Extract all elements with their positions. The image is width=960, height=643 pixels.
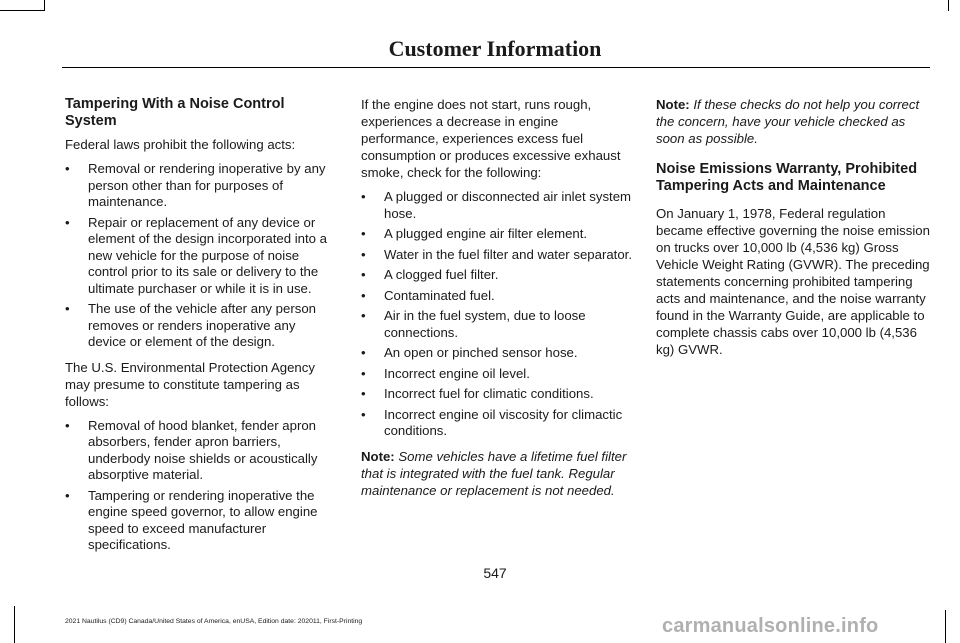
bullet-icon: • <box>361 246 366 262</box>
list-item: • Incorrect engine oil viscosity for climactic conditions. <box>361 406 623 438</box>
bullet-icon: • <box>361 308 366 323</box>
bullet-icon: • <box>65 487 70 503</box>
note-text: If these checks do not help you correct the concern, have your vehicle checked as soon as possible. <box>656 97 920 146</box>
bullet-icon: • <box>65 161 70 176</box>
crop-mark-top-left <box>0 10 45 11</box>
note-label: Note: <box>361 448 395 464</box>
epa-paragraph: The U.S. Environmental Protection Agency may presume to constitute tampering as follows: <box>65 359 315 409</box>
list-item: • Contaminated fuel. <box>361 287 495 303</box>
bullet-icon: • <box>361 267 366 282</box>
bullet-icon: • <box>361 406 366 422</box>
note-text: Some vehicles have a lifetime fuel filter that is integrated with the fuel tank. Regular maintenance or replacement is not needed. <box>361 448 627 498</box>
prohibited-acts-list <box>65 161 337 351</box>
list-item: • Air in the fuel system, due to loose connections. <box>361 308 586 340</box>
page-title: Customer Information <box>388 36 602 61</box>
list-item: • Tampering or rendering inoperative the engine speed governor, to allow engine speed to exceed manufacturer specifications. <box>65 487 318 552</box>
engine-check-list <box>361 189 633 440</box>
list-item: • Incorrect fuel for climatic conditions. <box>361 386 594 401</box>
column-2 <box>361 96 633 507</box>
bullet-icon: • <box>65 214 70 230</box>
list-item: • A plugged engine air filter element. <box>361 226 588 241</box>
header-divider <box>62 67 930 68</box>
bullet-icon: • <box>361 189 366 204</box>
footer-edition-info: 2021 Nautilus (CD9) Canada/United States of America, enUSA, Edition date: 202011, First-Printing <box>65 618 363 625</box>
warranty-paragraph: On January 1, 1978, Federal regulation became effective governing the noise emission on trucks over 10,000 lb (4,536 kg) Gross Vehicle Weight Rating (GVWR). The preceding statements concerning prohibited tampering acts and maintenance, and the noise warranty found in the Warranty Guide, are applicable to complete chassis cabs over 10,000 lb (4,536 kg) GVWR. <box>656 206 930 357</box>
bullet-icon: • <box>361 365 366 381</box>
list-item: • Removal or rendering inoperative by any person other than for purposes of maintenance. <box>65 161 326 209</box>
bullet-icon: • <box>361 287 366 303</box>
note-label: Note: <box>656 97 690 112</box>
bullet-icon: • <box>361 226 366 241</box>
list-item: • Repair or replacement of any device or element of the design incorporated into a new vehicle for the purpose of noise control prior to its sale or delivery to the ultimate purchaser or while it is in use. <box>65 214 327 296</box>
crop-mark-top-left-vertical <box>44 0 45 11</box>
list-item: • The use of the vehicle after any person removes or renders inoperative any device or element of the design. <box>65 301 316 349</box>
page-number: 547 <box>483 565 507 581</box>
bullet-icon: • <box>65 417 70 433</box>
crop-mark-top-right <box>948 0 949 11</box>
list-item: • Incorrect engine oil level. <box>361 365 530 381</box>
column-1 <box>65 96 337 562</box>
intro-paragraph: Federal laws prohibit the following acts: <box>65 137 296 152</box>
watermark: carmanualsonline.info <box>662 615 879 637</box>
section-heading-tampering: Tampering With a Noise Control System <box>65 96 285 129</box>
bullet-icon: • <box>361 386 366 401</box>
column-3 <box>656 96 930 366</box>
list-item: • Removal of hood blanket, fender apron absorbers, fender apron barriers, underbody noise shields or acoustically absorptive material. <box>65 417 318 482</box>
checks-note <box>656 96 930 147</box>
tampering-examples-list <box>65 418 337 554</box>
bullet-icon: • <box>65 301 70 316</box>
list-item: • A plugged or disconnected air inlet system hose. <box>361 189 632 221</box>
section-heading-warranty: Noise Emissions Warranty, Prohibited Tampering Acts and Maintenance <box>656 161 918 194</box>
fuel-filter-note <box>361 448 633 499</box>
crop-mark-bottom-right <box>945 610 946 643</box>
engine-check-paragraph: If the engine does not start, runs rough, experiences a decrease in engine performance, experiences excess fuel consumption or produces excessive exhaust smoke, check for the following: <box>361 97 621 180</box>
bullet-icon: • <box>361 345 366 360</box>
crop-mark-bottom-left <box>14 606 15 643</box>
list-item: • Water in the fuel filter and water separator. <box>361 246 632 262</box>
list-item: • An open or pinched sensor hose. <box>361 345 578 360</box>
list-item: • A clogged fuel filter. <box>361 267 499 282</box>
